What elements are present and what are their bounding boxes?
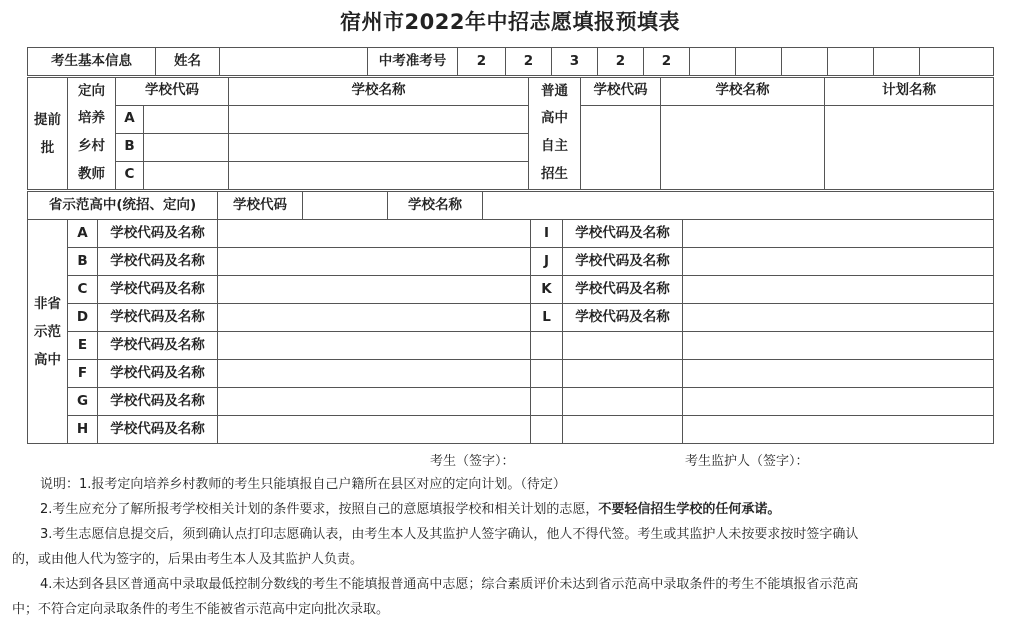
model-school-code-field[interactable] (303, 192, 388, 220)
non-model-field-label: 学校代码及名称 (98, 388, 218, 416)
note-4-line-2: 中；不符合定向录取条件的考生不能被省示范高中定向批次录取。 (12, 602, 390, 617)
non-model-field[interactable] (683, 276, 994, 304)
orient-label: 乡村 (68, 133, 116, 161)
exam-digit[interactable]: 2 (598, 48, 644, 76)
exam-digit-empty[interactable] (690, 48, 736, 76)
autonomous-label: 招生 (529, 161, 581, 190)
autonomous-code-field[interactable] (581, 105, 661, 190)
note-1: 说明：1.报考定向培养乡村教师的考生只能填报自己户籍所在县区对应的定向计划。（待定） (40, 477, 566, 492)
non-model-field-label: 学校代码及名称 (98, 220, 218, 248)
non-model-field[interactable] (218, 220, 531, 248)
non-model-letter: D (68, 304, 98, 332)
non-model-field[interactable] (218, 388, 531, 416)
student-signature-label: 考生（签字）： (430, 454, 515, 469)
autonomous-plan-name-header: 计划名称 (825, 78, 994, 106)
non-model-empty-cell[interactable] (563, 416, 683, 444)
non-model-field-label: 学校代码及名称 (563, 220, 683, 248)
non-model-empty-cell[interactable] (683, 332, 994, 360)
non-model-field-label: 学校代码及名称 (98, 248, 218, 276)
model-school-code-label: 学校代码 (218, 192, 303, 220)
form-title: 宿州市2022年中招志愿填报预填表 (340, 10, 680, 34)
advance-school-name-header: 学校名称 (229, 78, 529, 106)
non-model-empty-cell[interactable] (683, 416, 994, 444)
non-model-field-label: 学校代码及名称 (563, 276, 683, 304)
exam-digit[interactable]: 2 (644, 48, 690, 76)
non-model-letter: F (68, 360, 98, 388)
autonomous-label: 高中 (529, 105, 581, 133)
guardian-signature-label: 考生监护人（签字）： (685, 454, 809, 469)
advance-name-field[interactable] (229, 105, 529, 133)
non-model-letter: H (68, 416, 98, 444)
non-model-empty-cell[interactable] (563, 360, 683, 388)
note-3-line-1: 3.考生志愿信息提交后，须到确认点打印志愿确认表，由考生本人及其监护人签字确认，他人不得代签。考生或其监护人未按要求按时签字确认 (40, 527, 859, 542)
non-model-field[interactable] (683, 304, 994, 332)
non-model-field-label: 学校代码及名称 (563, 304, 683, 332)
autonomous-label: 普通 (529, 78, 581, 106)
advance-code-field[interactable] (144, 133, 229, 161)
advance-row-letter: A (116, 105, 144, 133)
non-model-field[interactable] (218, 332, 531, 360)
exam-digit[interactable]: 2 (458, 48, 506, 76)
non-model-letter: C (68, 276, 98, 304)
non-model-field[interactable] (218, 304, 531, 332)
non-model-letter: G (68, 388, 98, 416)
non-model-empty-cell[interactable] (531, 360, 563, 388)
non-model-label: 非省 示范 高中 (28, 220, 68, 444)
note-4-line-1: 4.未达到各县区普通高中录取最低控制分数线的考生不能填报普通高中志愿；综合素质评价未达到省示范高中录取条件的考生不能填报省示范高 (40, 577, 859, 592)
exam-digit[interactable]: 3 (552, 48, 598, 76)
autonomous-school-name-header: 学校名称 (661, 78, 825, 106)
orient-label: 教师 (68, 161, 116, 190)
non-model-letter: A (68, 220, 98, 248)
non-model-letter: K (531, 276, 563, 304)
non-model-empty-cell[interactable] (563, 388, 683, 416)
model-school-label: 省示范高中(统招、定向) (28, 192, 218, 220)
advance-batch-label: 提前 批 (28, 78, 68, 190)
non-model-letter: L (531, 304, 563, 332)
model-school-table (27, 191, 994, 220)
non-model-field-label: 学校代码及名称 (98, 276, 218, 304)
autonomous-label: 自主 (529, 133, 581, 161)
advance-name-field[interactable] (229, 133, 529, 161)
non-model-empty-cell[interactable] (683, 388, 994, 416)
exam-digit[interactable]: 2 (506, 48, 552, 76)
autonomous-plan-field[interactable] (825, 105, 994, 190)
advance-row-letter: C (116, 161, 144, 190)
non-model-field[interactable] (683, 248, 994, 276)
basic-info-label: 考生基本信息 (28, 48, 156, 76)
name-label: 姓名 (156, 48, 220, 76)
model-school-name-field[interactable] (483, 192, 994, 220)
model-school-name-label: 学校名称 (388, 192, 483, 220)
non-model-table (27, 219, 994, 444)
basic-info-table (27, 47, 994, 76)
non-model-letter: J (531, 248, 563, 276)
advance-name-field[interactable] (229, 161, 529, 190)
advance-code-field[interactable] (144, 161, 229, 190)
advance-school-code-header: 学校代码 (116, 78, 229, 106)
non-model-field[interactable] (683, 220, 994, 248)
advance-row-letter: B (116, 133, 144, 161)
exam-digit-empty[interactable] (782, 48, 828, 76)
non-model-empty-cell[interactable] (683, 360, 994, 388)
non-model-field-label: 学校代码及名称 (563, 248, 683, 276)
orient-label: 定向 (68, 78, 116, 106)
non-model-letter: I (531, 220, 563, 248)
non-model-empty-cell[interactable] (531, 388, 563, 416)
notes-section (12, 472, 1010, 622)
name-field[interactable] (220, 48, 368, 76)
non-model-letter: B (68, 248, 98, 276)
exam-number-label: 中考准考号 (368, 48, 458, 76)
exam-digit-empty[interactable] (874, 48, 920, 76)
note-3-line-2: 的，或由他人代为签字的，后果由考生本人及其监护人负责。 (12, 552, 364, 567)
non-model-field[interactable] (218, 360, 531, 388)
exam-digit-empty[interactable] (736, 48, 782, 76)
non-model-field-label: 学校代码及名称 (98, 304, 218, 332)
advance-batch-table (27, 77, 994, 190)
non-model-field[interactable] (218, 416, 531, 444)
non-model-field-label: 学校代码及名称 (98, 360, 218, 388)
note-2: 2.考生应充分了解所报考学校相关计划的条件要求，按照自己的意愿填报学校和相关计划的志愿，不要轻信招生学校的任何承诺。 (40, 502, 781, 517)
non-model-empty-cell[interactable] (563, 332, 683, 360)
non-model-field-label: 学校代码及名称 (98, 416, 218, 444)
non-model-field-label: 学校代码及名称 (98, 332, 218, 360)
non-model-empty-cell[interactable] (531, 332, 563, 360)
advance-code-field[interactable] (144, 105, 229, 133)
non-model-field[interactable] (218, 248, 531, 276)
autonomous-school-code-header: 学校代码 (581, 78, 661, 106)
non-model-empty-cell[interactable] (531, 416, 563, 444)
exam-digit-empty[interactable] (920, 48, 994, 76)
non-model-letter: E (68, 332, 98, 360)
autonomous-name-field[interactable] (661, 105, 825, 190)
orient-label: 培养 (68, 105, 116, 133)
exam-digit-empty[interactable] (828, 48, 874, 76)
non-model-field[interactable] (218, 276, 531, 304)
